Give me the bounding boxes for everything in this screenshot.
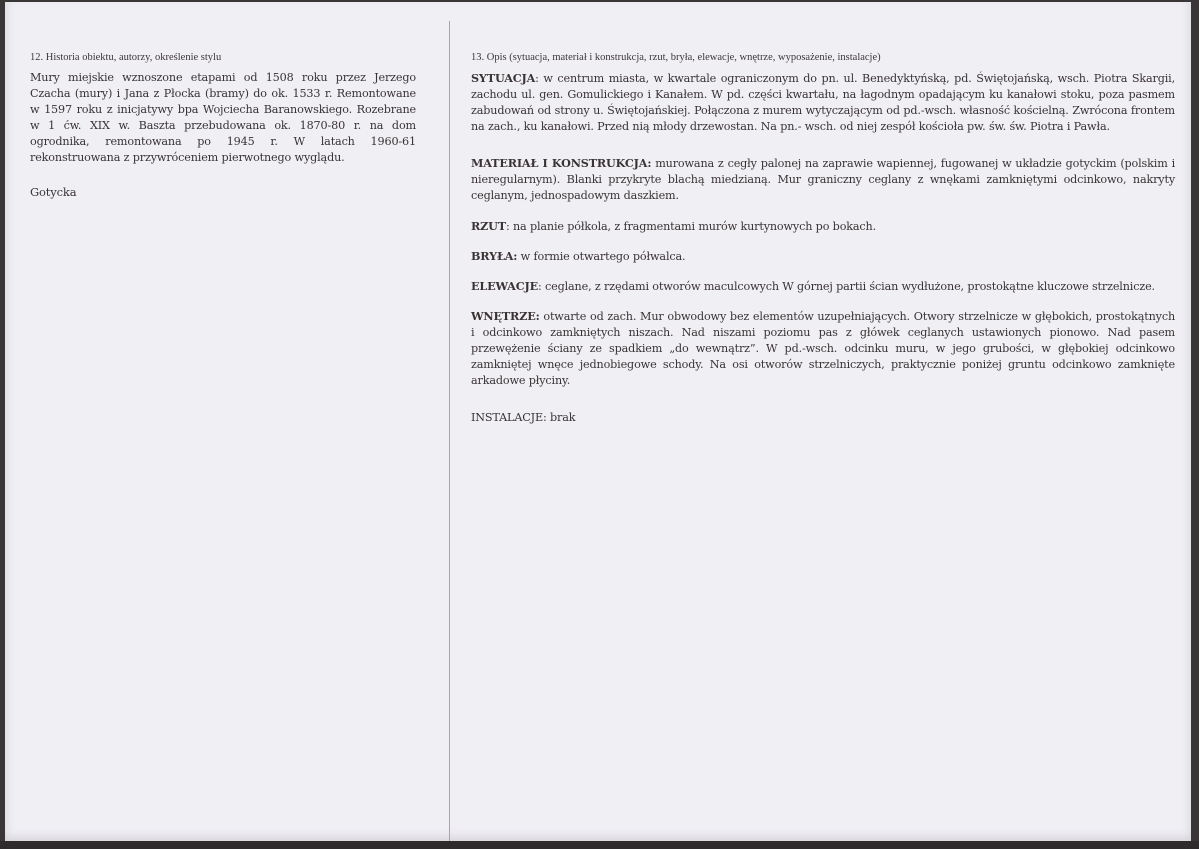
item-text: w formie otwartego półwalca. xyxy=(517,250,686,263)
item-title: RZUT xyxy=(471,219,506,233)
item-title: MATERIAŁ I KONSTRUKCJA: xyxy=(471,156,652,170)
item-text: : na planie półkola, z fragmentami murów kurtynowych po bokach. xyxy=(505,220,877,233)
item-bryla xyxy=(471,248,1175,265)
item-elewacje xyxy=(471,278,1175,295)
style-value: Gotycka xyxy=(30,185,77,199)
item-text: murowana z cegły palonej na zaprawie wapiennej, fugowanej w układzie gotyckim (polskim i nieregularnym). Blanki przykryte blachą miedzianą. Mur graniczny ceglany z wnękami zamkniętymi odcinkowo, nakryty ceglanym, jednospadowym daszkiem. xyxy=(471,157,1175,202)
item-text: : w centrum miasta, w kwartale ograniczonym do pn. ul. Benedyktyńską, pd. Świętojańską, wsch. Piotra Skargii, zachodu ul. gen. Gomulickiego i Kanałem. W pd. części kwartału, na łagodnym opadającym ku kanałowi stoku, poza pasmem zabudowań od strony u. Świętojańskiej. Połączona z murem wytyczającym od pd.-wsch. własność kościelną. Zwrócona frontem na zach., ku kanałowi. Przed nią młody drzewostan. Na pn.- wsch. od niej zespół kościoła pw. św. św. Piotra i Pawła. xyxy=(471,72,1175,133)
item-title: ELEWACJE xyxy=(471,279,538,293)
item-text: INSTALACJE: brak xyxy=(471,411,576,424)
item-title: BRYŁA: xyxy=(471,249,518,263)
history-section xyxy=(30,52,416,200)
description-section xyxy=(471,52,1175,439)
scan-edge xyxy=(0,841,1199,849)
item-instalacje xyxy=(471,409,1175,426)
item-rzut xyxy=(471,218,1175,235)
description-section-label: 13. Opis (sytuacja, materiał i konstrukcja, rzut, bryła, elewacje, wnętrze, wyposażenie, instalacje) xyxy=(471,52,881,63)
item-material xyxy=(471,155,1175,204)
history-section-label: 12. Historia obiektu, autorzy, określenie stylu xyxy=(30,52,222,63)
item-title: SYTUACJA xyxy=(471,71,536,85)
item-sytuacja xyxy=(471,70,1175,135)
item-wnetrze xyxy=(471,308,1175,389)
history-text: Mury miejskie wznoszone etapami od 1508 roku przez Jerzego Czacha (mury) i Jana z Płocka (bramy) do ok. 1533 r. Remontowane w 1597 roku z inicjatywy bpa Wojciecha Baranowskiego. Rozebrane w 1 ćw. XIX w. Baszta przebudowana ok. 1870-80 r. na dom ogrodnika, remontowana po 1945 r. W latach 1960-61 rekonstruowana z przywróceniem pierwotnego wyglądu. xyxy=(30,71,416,164)
column-divider xyxy=(449,21,450,847)
document-sheet xyxy=(5,2,1191,844)
item-text: otwarte od zach. Mur obwodowy bez elementów uzupełniających. Otwory strzelnicze w głębokich, prostokątnych i odcinkowo zamkniętych niszach. Nad niszami poziomu pas z główek ceglanych ustawionych pionowo. Nad pasem przewężenie ściany ze spadkiem „do wewnątrz”. W pd.-wsch. odcinku muru, w jego grubości, w głębokiej odcinkowo zamkniętej wnęce jednobiegowe schody. Na osi otworów strzelniczych, praktycznie poniżej gruntu odcinkowo zamknięte arkadowe płyciny. xyxy=(471,310,1175,387)
item-text: : ceglane, z rzędami otworów maculcowych W górnej partii ścian wydłużone, prostokątne kluczowe strzelnicze. xyxy=(537,280,1155,293)
item-title: WNĘTRZE: xyxy=(471,309,540,323)
